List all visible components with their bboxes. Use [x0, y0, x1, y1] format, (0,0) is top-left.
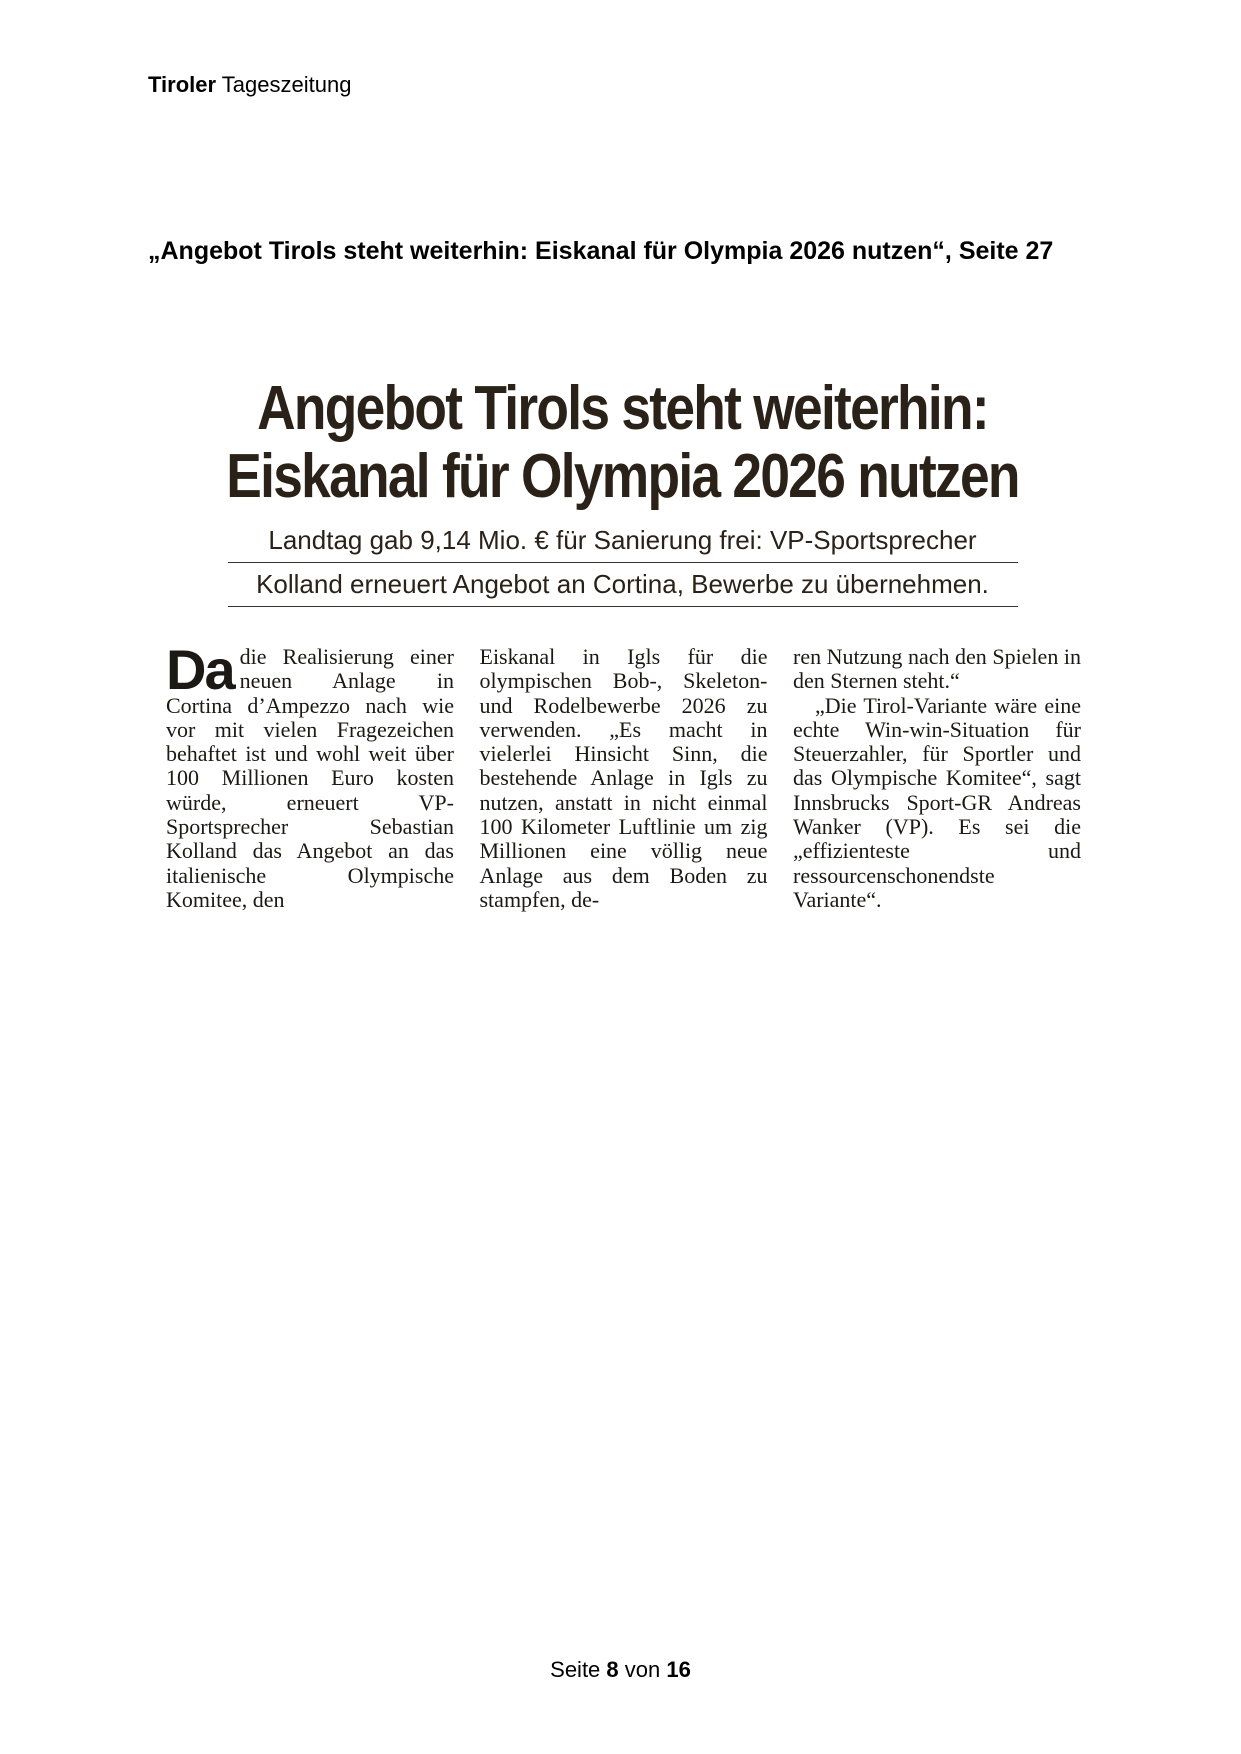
article-subheadline [228, 519, 1018, 607]
publication-name-bold: Tiroler [148, 72, 217, 97]
headline-line-1: Angebot Tirols steht weiterhin: [257, 374, 988, 443]
publication-header [148, 72, 351, 98]
newspaper-clipping [160, 375, 1085, 930]
current-page-number: 8 [606, 1657, 619, 1682]
publication-name-rest: Tageszeitung [216, 72, 352, 97]
article-paragraph: ren Nutzung nach den Spielen in den Sternen steht.“ [793, 644, 1081, 694]
headline-line-2: Eiskanal für Olympia 2026 nutzen [226, 442, 1019, 511]
footer-prefix: Seite [550, 1657, 607, 1682]
article-column-2 [480, 645, 768, 912]
document-title: „Angebot Tirols steht weiterhin: Eiskanal für Olympia 2026 nutzen“, Seite 27 [148, 237, 1054, 265]
article-paragraph: „Die Tirol-Variante wäre eine echte Win-win-Situation für Steuerzahler, für Sportler und das Olympische Komitee“, sagt Innsbrucks Sport-GR Andreas Wanker (VP). Es sei die „effizienteste und ressourcenschonendste Variante“. [793, 692, 1081, 912]
article-column-1 [166, 638, 454, 912]
footer-middle: von [618, 1657, 667, 1682]
paragraph-text: die Realisierung einer neuen Anlage in Cortina d’Ampezzo nach wie vor mit vielen Fragezeichen behaftet ist und wohl weit über 100 Millionen Euro kosten würde, erneuert VP-Sportsprecher Sebastian Kolland das Angebot an das italienische Olympische Komitee, den [166, 644, 454, 912]
drop-cap: Da [166, 638, 234, 701]
subheadline-line-1: Landtag gab 9,14 Mio. € für Sanierung frei: VP-Sportsprecher [228, 519, 1018, 563]
article-paragraph: Eiskanal in Igls für die olympischen Bob-, Skeleton- und Rodelbewerbe 2026 zu verwenden. „Es macht in vielerlei Hinsicht Sinn, die bestehende Anlage in Igls zu nutzen, anstatt in nicht einmal 100 Kilometer Luftlinie um zig Millionen eine völlig neue Anlage aus dem Boden zu stampfen, de- [479, 644, 768, 912]
page-footer [0, 1657, 1241, 1683]
subheadline-line-2: Kolland erneuert Angebot an Cortina, Bewerbe zu übernehmen. [228, 563, 1018, 607]
article-column-3 [793, 645, 1081, 912]
article-headline [225, 375, 1021, 511]
total-pages-number: 16 [666, 1657, 691, 1682]
article-paragraph [166, 638, 454, 912]
article-body [166, 638, 1081, 912]
